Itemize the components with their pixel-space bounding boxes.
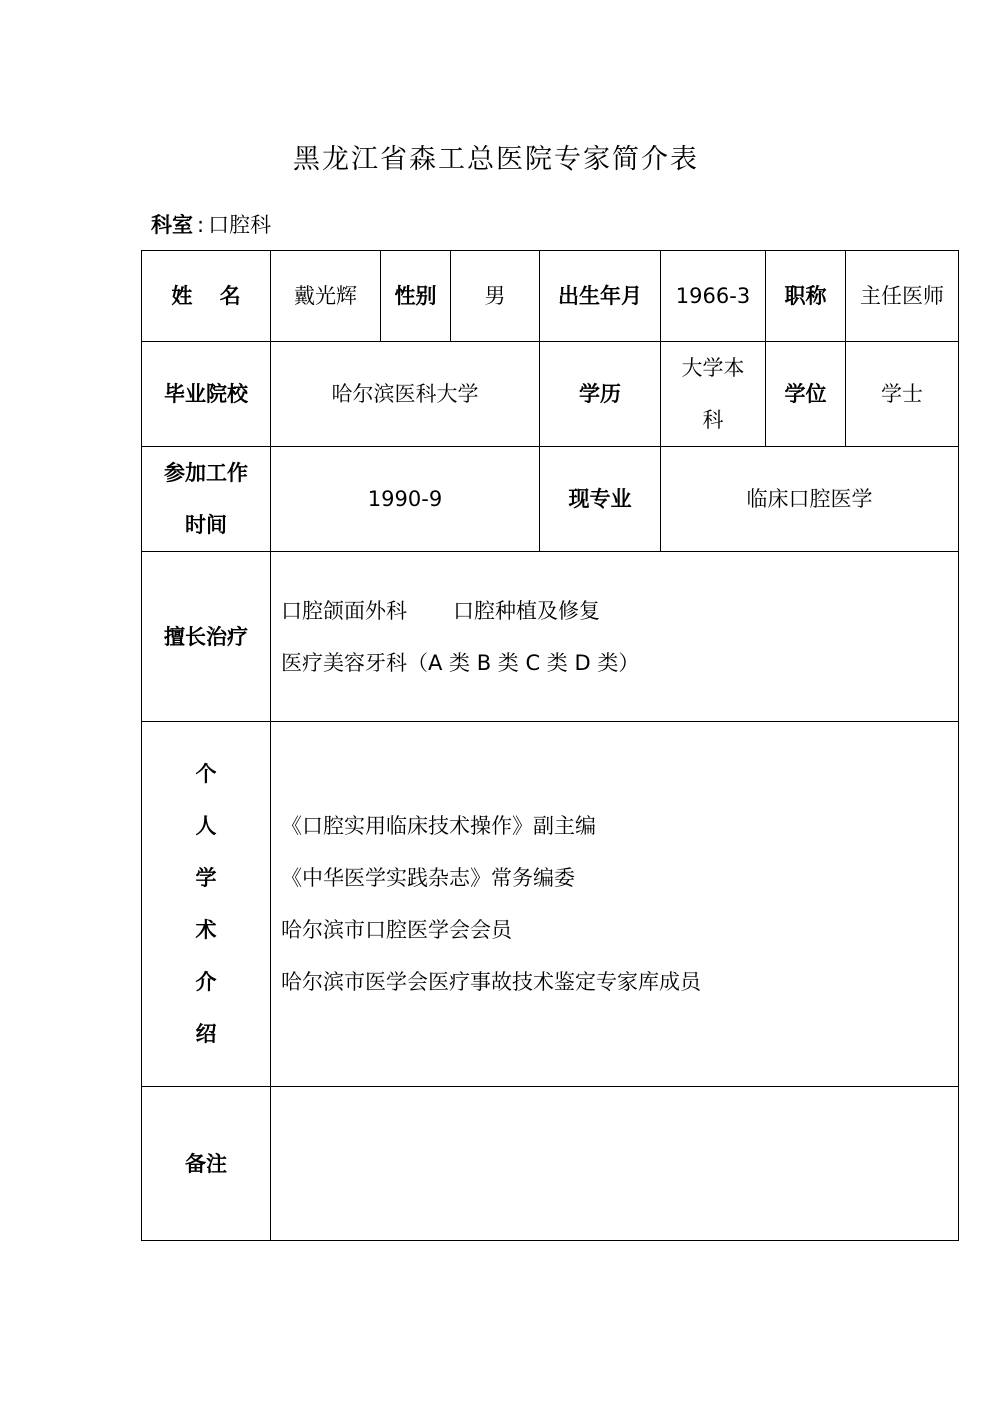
work-start-label-line1: 参加工作 (164, 461, 248, 485)
work-start-label-line2: 时间 (185, 513, 227, 537)
name-value: 戴光辉 (271, 251, 381, 342)
academic-label-char-2: 人 (195, 814, 217, 838)
row-education (142, 342, 959, 447)
remarks-label: 备注 (142, 1087, 271, 1241)
academic-label-char-3: 学 (195, 866, 217, 890)
work-start-label-cell (142, 447, 271, 552)
name-label: 姓 名 (171, 284, 251, 308)
degree-value: 学士 (846, 342, 959, 447)
academic-line-1: 《口腔实用临床技术操作》副主编 (281, 814, 596, 838)
gender-label: 性别 (381, 251, 451, 342)
school-label: 毕业院校 (142, 342, 271, 447)
row-expertise (142, 552, 959, 722)
job-title-value: 主任医师 (846, 251, 959, 342)
academic-line-4: 哈尔滨市医学会医疗事故技术鉴定专家库成员 (281, 970, 701, 994)
education-label: 学历 (540, 342, 661, 447)
job-title-label: 职称 (766, 251, 846, 342)
academic-label-char-4: 术 (195, 918, 217, 942)
birth-value: 1966-3 (661, 251, 766, 342)
education-value-line1: 大学本 (681, 356, 745, 380)
name-label-cell (142, 251, 271, 342)
department-value: 口腔科 (208, 213, 272, 237)
degree-label: 学位 (766, 342, 846, 447)
expertise-line-1 (281, 585, 958, 637)
row-remarks (142, 1087, 959, 1241)
birth-label: 出生年月 (540, 251, 661, 342)
page-title: 黑龙江省森工总医院专家简介表 (293, 144, 699, 175)
gender-value: 男 (451, 251, 540, 342)
expertise-item-2: 口腔种植及修复 (453, 598, 600, 623)
school-value: 哈尔滨医科大学 (271, 342, 540, 447)
expertise-content (271, 552, 959, 722)
row-basic-info (142, 251, 959, 342)
education-value-cell (661, 342, 766, 447)
department-label: 科室 (151, 213, 193, 237)
academic-label-char-5: 介 (195, 970, 217, 994)
expertise-item-1: 口腔颌面外科 (281, 598, 407, 623)
academic-label-char-1: 个 (195, 762, 217, 786)
specialty-value: 临床口腔医学 (661, 447, 959, 552)
academic-label-char-6: 绍 (195, 1022, 217, 1046)
specialty-label: 现专业 (540, 447, 661, 552)
work-start-value: 1990-9 (271, 447, 540, 552)
academic-line-3: 哈尔滨市口腔医学会会员 (281, 918, 512, 942)
department-line (151, 210, 271, 240)
academic-content (271, 722, 959, 1087)
academic-line-2: 《中华医学实践杂志》常务编委 (281, 866, 575, 890)
academic-label (142, 722, 271, 1087)
education-value-line2: 科 (702, 408, 724, 432)
row-work (142, 447, 959, 552)
expertise-line-2: 医疗美容牙科（A 类 B 类 C 类 D 类） (281, 650, 640, 675)
profile-table (141, 250, 959, 1241)
remarks-value (271, 1087, 959, 1241)
expertise-label: 擅长治疗 (142, 552, 271, 722)
row-academic (142, 722, 959, 1087)
department-separator: : (197, 213, 205, 237)
